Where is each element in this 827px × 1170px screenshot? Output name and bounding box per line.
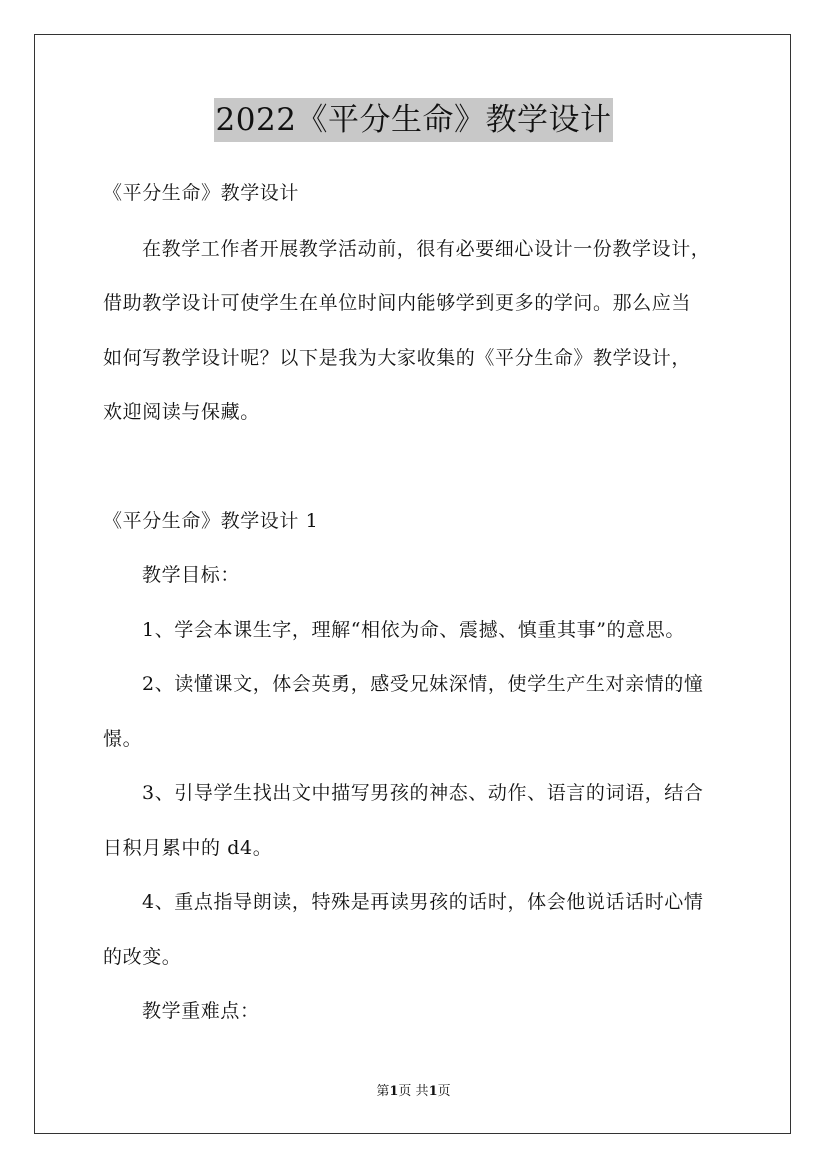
subtitle: 《平分生命》教学设计 xyxy=(103,182,300,204)
section-heading: 《平分生命》教学设计 1 xyxy=(103,510,319,532)
footer-total-pages: 1 xyxy=(428,1084,438,1099)
goal-line-2-cont: 憬。 xyxy=(103,728,143,750)
goal-line-4-cont: 的改变。 xyxy=(103,946,182,968)
document-title: 2022《平分生命》教学设计 xyxy=(214,98,614,142)
intro-line-4: 欢迎阅读与保藏。 xyxy=(103,401,260,423)
goal-line-1: 1、学会本课生字，理解“相依为命、震撼、慎重其事”的意思。 xyxy=(142,619,685,641)
footer-suffix: 页 xyxy=(437,1084,451,1099)
footer-prefix: 第 xyxy=(376,1084,390,1099)
goal-line-3: 3、引导学生找出文中描写男孩的神态、动作、语言的词语，结合 xyxy=(142,782,704,804)
intro-line-1: 在教学工作者开展教学活动前，很有必要细心设计一份教学设计， xyxy=(142,238,711,260)
goals-heading: 教学目标： xyxy=(142,564,241,586)
difficulty-heading: 教学重难点： xyxy=(142,1000,260,1022)
goal-line-3-cont: 日积月累中的 d4。 xyxy=(103,837,273,859)
footer-middle: 页 共 xyxy=(398,1084,429,1099)
title-container xyxy=(0,98,827,142)
intro-line-3: 如何写教学设计呢？以下是我为大家收集的《平分生命》教学设计， xyxy=(103,347,692,369)
goal-line-4: 4、重点指导朗读，特殊是再读男孩的话时，体会他说话话时心情 xyxy=(142,891,704,913)
goal-line-2: 2、读懂课文，体会英勇，感受兄妹深情，使学生产生对亲情的憧 xyxy=(142,673,704,695)
intro-line-2: 借助教学设计可使学生在单位时间内能够学到更多的学问。那么应当 xyxy=(103,292,692,314)
page-footer xyxy=(0,1083,827,1101)
footer-page-number: 1 xyxy=(389,1084,399,1099)
